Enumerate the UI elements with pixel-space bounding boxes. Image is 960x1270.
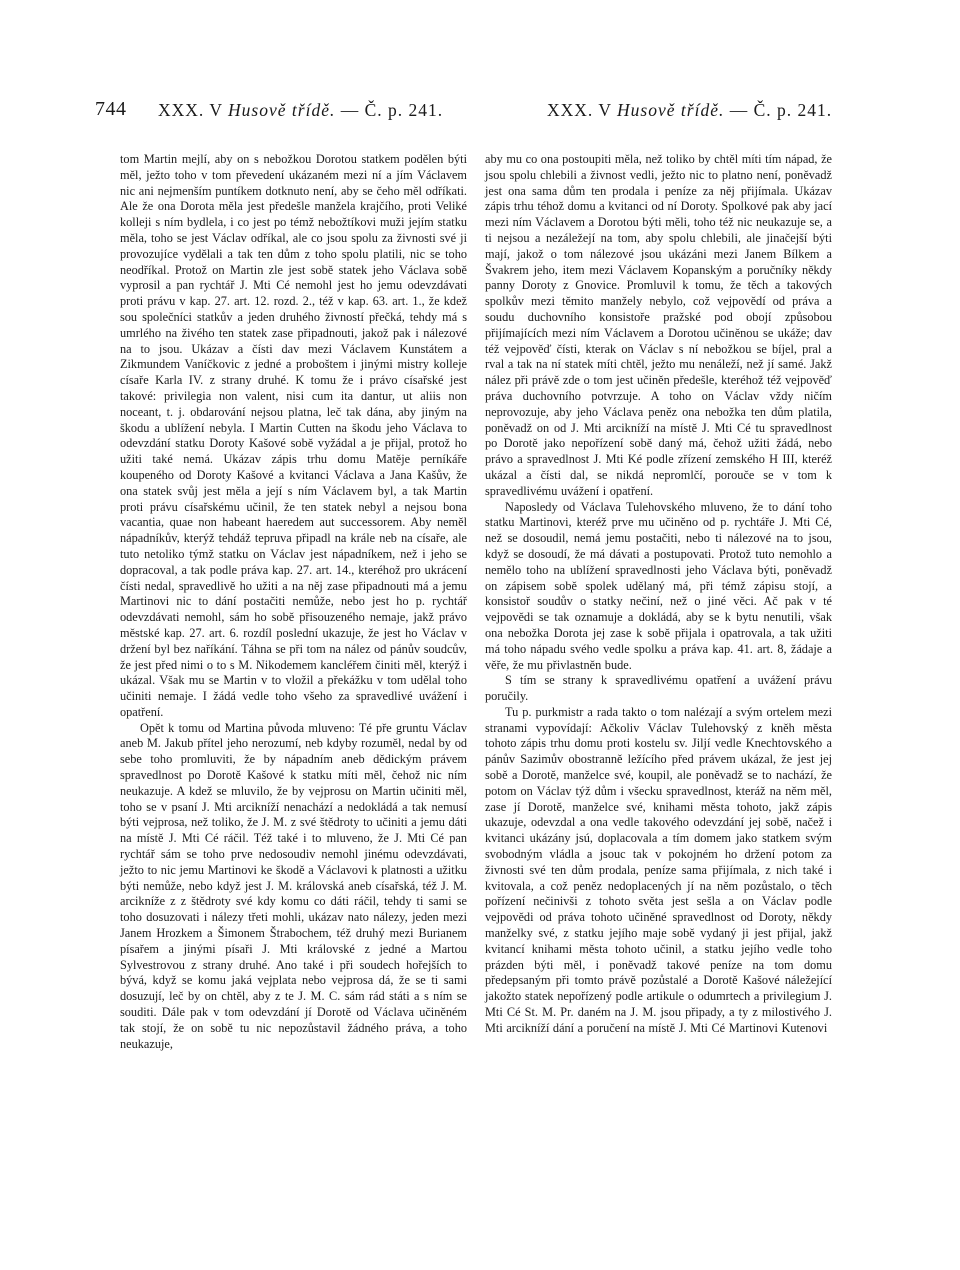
left-paragraph-2: Opět k tomu od Martina původa mluveno: Té pře gruntu Václav aneb M. Jakub přítel jeho nerozumí, neb kdyby rozuměl, nedal by od sebe toho promluviti, že by nápadním aneb dědickým právem spravedlnost po Dorotě Kašové k statku míti měl, čehož nic ním neukazuje. A kdež se mluvilo, že by vejprosu on Martin učiniti měl, toho se v psaní J. Mti arcikníží nenachází a nedokládá a tak nemusí býti vejprosa, než toliko, že J. M. z své štědroty to učiniti a jemu dáti na místě J. Mti Cé ráčil. Též také i to mluveno, že J. Mti Cé pan rychtář sám se toho prve nedosoudiv nemohl jinému odevzdávati, ježto to nic jemu Martinovi ke škodě a Václavovi k platnosti a užitku býti nemůže, nebo když jest J. M. královská aneb císařská, též J. M. arcikníže z z štědroty své kdy komu co dáti ráčil, tehdy ti sami se toho dosuzovati i nálezy třeti mohli, ukázav nato nálezy, jeden mezi Janem Hrozkem a Šimonem Štrabochem, též druhý mezi Burianem písařem a jinými písaři J. Mti královské z jedné a Martou Sylvestrovou z strany druhé. Ano také i při soudech hořejších to bývá, když se komu jaká vejplata nebo vejprosa dá, že se ti sami dosuzují, leč by on chtěl, aby z te J. M. C. sám rád státi a s ním se souditi. Dále pak v tom odevzdání jí Dorotě od Václava učiněném tak stojí, že on sobě tu nic nepozůstavil žádného práva, a toho neukazuje, [120,720,467,1051]
right-paragraph-3: S tím se strany k spravedlivému opatření a uvážení právu poručily. [485,673,832,704]
running-title-right [547,100,832,121]
running-title-left-prefix: XXX. V [158,100,229,120]
running-title-right-suffix: — Č. p. 241. [724,100,833,120]
running-title-left-street: Husově třídě. [228,100,336,120]
running-title-left [158,100,443,121]
running-title-left-suffix: — Č. p. 241. [335,100,444,120]
right-paragraph-4: Tu p. purkmistr a rada takto o tom nalézají a svým ortelem mezi stranami vypovídají: Ačkoliv Václav Tulehovský z kněh města tohoto zápis trhu domu proti kostelu sv. Jiljí vedle Knechtovského a pánův Sazimův obostranně ležícího před právem ukázal, že jest jej sobě a Dorotě, manželce své, koupil, ale poněvadž se to nachází, že potom on Václav týž dům i všecku spravedlnost, kteráž na něm měl, zase jí Dorotě, manželce své, knihami města tohoto, jakž zápis ukazuje, odevzdal a ona vedle takového odevzdání jej sobě, načež i kvitanci ukázány jsú, doplacovala a tím domem jako statkem svým svobodným vládla a jsouc tak v pokojném ho držení potom za živnosti své ten dům prodala, peníze sama přijímala, z nich také i kvitovala, a což peněz nedoplacených jí na něm pozůstalo, o těch pořízení nečinivši z tohoto světa jest sešla a on Václav podle vejpovědi od práva tohoto učiněné spravedlnost od Doroty, někdy manželky své, z statku jejího maje sobě vydaný ji jest přijal, jakž kvitancí knihami města tohoto učinil, a statku jejího vedle toho prázden býti měl, i poněvadž takové peníze na tom domu předepsaným při tomto právě pozůstalé a Dorotě Kašové náležející jakožto statek nepořízený podle artikule o odumrtech a privilegium J. Mti Cé St. M. Pr. daném na J. M. jsou připady, a ty z milostivého J. Mti arcikníží dání a poručení na místě J. Mti Cé Martinovi Kutenovi [485,704,832,1035]
running-title-right-street: Husově třídě. [617,100,725,120]
right-column [485,152,832,1037]
right-paragraph-1: aby mu co ona postoupiti měla, než toliko by chtěl míti tím nápad, že jsou spolu chlebili a živnost vedli, ježto nic to platno není, poněvadž jest ona sama dům ten prodala i peníze za něj přijímala. Ukázav zápis trhu téhož domu a kvitanci od ní Doroty. Spolkové pak aby jací mezi ním Václavem a Dorotou býti měli, toho též nic neukazuje se, a ti nejsou a nezáležejí na tom, aby spolu chlebili, ale jinačejší býti mají, jakož o tom nálezové jsou ukázáni mezi Janem Bílkem a Švakrem jeho, item mezi Václavem Kopanským a poručníky někdy panny Doroty z Gnovice. Promluvil k tomu, že těch a takových spolkův mezi těmito manžely nebylo, což vejpovědí od práva a soudu duchovního konsistoře pražské pod obojí způsobou přijímajících mezi ním Václavem a Dorotou učiněnou se ukáže; dav též vejpověď čísti, kterak on Václav s ní nebožkou se bíjel, pral a rval a tak na ní statek míti chtěl, ježto mu nenáleží, než jí samé. Jakž nález při právě zde o tom jest učiněn předešle, kteréhož též vejpověď práva duchovního potvrzuje. A toho on Václav vždy ničím neprovozuje, aby jeho Václava peněz ona nebožka ten dům platila, poněvadž on od J. Mti arcikníží na místě J. Mti Cé tu spravedlnost po Dorotě jako nepořízení sobě daný má, čehož užiti žádá, nebo právo a spravedlnost J. Mti Ké podle zřízení zemského H III, kteréž ukázal a čísti dal, se nikdá nepromlčí, porouče se v tom k spravedlivému uvážení i opatření. [485,152,832,498]
right-paragraph-2: Naposledy od Václava Tulehovského mluveno, že to dání toho statku Martinovi, kteréž prve mu učiněno od p. rychtáře J. Mti Cé, než se dosoudil, nemá jemu postačiti, nebo ti nálezové na to jsou, když se dosoudí, že má dávati a postupovati. Protož tuto nemohlo a nemělo toho na ublížení spravedlnosti jeho Václava býti, poněvadž on zápisem sobě spolek udělaný má, při témž zápisu stojí, a konsistoř soudův o statky nečiní, než o jiné věci. Ač pak v té vejpovědi se tak oznamuje a dokládá, aby se k bytu nenutili, však ona nebožka Dorota jej zase k sobě přijala i opatrovala, a tak užiti má toho nápadu svého vedle spolku a práva kap. 41. art. 8, žádaje a věře, že mu přivlastněn bude. [485,499,832,672]
left-column [120,152,467,1052]
page-number: 744 [95,98,127,120]
running-title-right-prefix: XXX. V [547,100,618,120]
page-header [0,98,960,128]
left-paragraph-1: tom Martin mejlí, aby on s nebožkou Dorotou statkem podělen býti měl, ježto toho v tom převedení ukázaném mezi ní a jím Václavem nic ani nejmenším puntíkem dotknuto není, aby se čeho měl odříkati. Ale že ona Dorota měla jest předešle manžela krajčího, proti Veliké kolleji s ním bydlela, i co jest po témž nebožtíkovi muži jejím statku měla, toho se jest Václav odříkal, ale co jsou spolu za živnosti své ji provozujíce vydělali a tak ten dům z toho spolu platili, nic se toho neodříkal. Protož on Martin zle jest sobě statek jeho Václava sobě vyprosil a pan rychtář J. Mti Cé nemohl jest ho jemu odevzdávati proti právu v kap. 27. art. 12. rozd. 2., též v kap. 63. art. 1., že kdež sou společníci statkův a jeden druhého živností přečká, tehdy má s umrlého na živého ten statek zase připadnouti, jakož pak i nálezové na to jsou. Ukázav a čísti dav mezi Václavem Kunstátem a Zikmundem Vaníčkovic z jedné a proboštem i jinými mistry kolleje císaře Karla IV. z strany druhé. K tomu že i právo císařské jest takové: privilegia non valent, nisi cum ita dantur, ut aliis non noceant, t. j. obdarování nejsou platna, leč tak dána, aby jiným na škodu a ublížení nebyla. I Martin Cutten na škodu jeho Václava to odevzdání statku Doroty Kašové sobě vyžádal a je přijal, protož ho užiti také nemá. Ukázav zápis trhu domu Matěje perníkáře koupeného od Doroty Kašové a kvitanci Václava a Jana Kašův, že ona statek svůj jest měla a její s ním Václavem byl, a tak Martin proti právu císařskému učinil, že ten statek nebyl a nejsou bona vacantia, quae non habeant haeredem aut successorem. Aby neměl nápadníkův, kterýž tehdáž tepruva připadl na krále neb na císaře, ale tuto netoliko týmž statku on Václav jest nápadníkem, než i jeho se dopracoval, a tak podle práva kap. 27. art. 14., kteréhož pro ukrácení čísti nedal, spravedlivě ho užiti a na něj zase připadnouti má a jemu Martinovi nic to dání postačiti nemůže, nebo jest ho p. rychtář odevzdávati nemohl, sám ho sobě přisouzeného nemaje, jakž právo městské kap. 27. art. 6. rozdíl poslední ukazuje, že jest ho Václav v držení byl bez naříkání. Táhna se při tom na nález od pánův soudcův, že jest před nimi o to s M. Nikodemem kancléřem činiti měl, kterýž i ukázal. Však mu se Martin v to vložil a překážku v tom udělal toho učiniti nemaje. I žádá vedle toho všeho za spravedlivé uvážení i opatření. [120,152,467,719]
